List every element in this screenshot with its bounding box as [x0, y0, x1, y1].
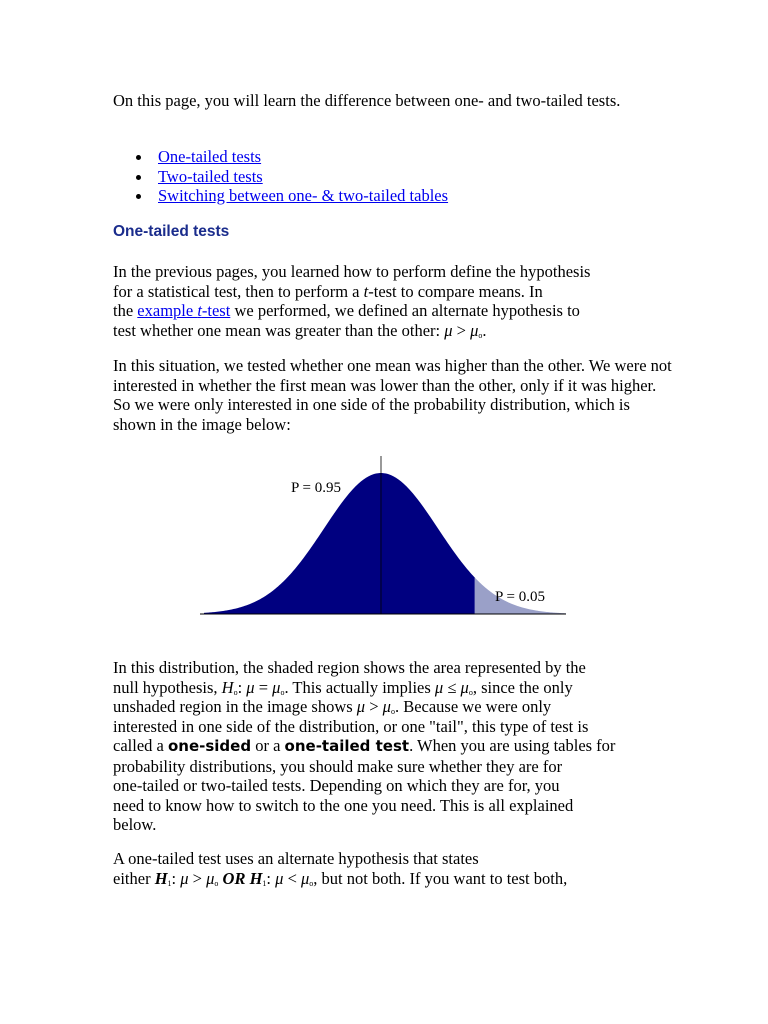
label-p095: P = 0.95: [291, 480, 341, 496]
normal-distribution-figure: [200, 452, 568, 620]
toc-link-two-tailed[interactable]: Two-tailed tests: [158, 166, 263, 186]
paragraph-one-tailed-definition: A one-tailed test uses an alternate hypothesis that states either $H_1$: $\mu > \mu_o$ OR $H_1$: $\mu < \mu_o$, but not both. If you want to test both,: [113, 849, 568, 888]
toc-item: [113, 147, 673, 167]
term-one-tailed-test: one-tailed test: [284, 737, 410, 755]
section-heading: One-tailed tests: [113, 223, 230, 240]
toc-item: [113, 167, 673, 187]
paragraph-previous-pages: In the previous pages, you learned how to perform define the hypothesis for a statistical test, then to perform a t-test to compare means. In the example t-test we performed, we defined an alternate hypothesis to test whether one mean was greater than the other: $\mu > \mu_o$.: [113, 262, 591, 340]
toc-link-one-tailed[interactable]: One-tailed tests: [158, 147, 262, 166]
paragraph-situation: In this situation, we tested whether one mean was higher than the other. We were not interested in whether the first mean was lower than the other, only if it was higher. So we were only interested in one side of the probability distribution, which is shown in the image below:: [113, 356, 672, 434]
label-p005: P = 0.05: [495, 589, 545, 605]
example-t-test-link[interactable]: example t-test: [137, 301, 231, 320]
toc-link-switching[interactable]: Switching between one- & two-tailed tables: [158, 186, 449, 205]
term-one-sided: one-sided: [167, 737, 252, 755]
paragraph-distribution: In this distribution, the shaded region shows the area represented by the null hypothesis, $H_o$: $\mu = \mu_o$. This actually implies $\mu \le \mu_o$, since the only unshaded region in the image shows $\mu > \mu_o$. Because we were only interested in one side of the distribution, or one "tail", this type of test is called a one-sided or a one-tailed test. When you are using tables for probability distributions, you should make sure whether they are for one-tailed or two-tailed tests. Depending on which they are for, you need to know how to switch to the one you need. This is all explained below.: [113, 658, 616, 834]
toc-list: [113, 147, 673, 206]
toc-item: [113, 186, 673, 206]
intro-paragraph: On this page, you will learn the difference between one- and two-tailed tests.: [113, 91, 621, 110]
